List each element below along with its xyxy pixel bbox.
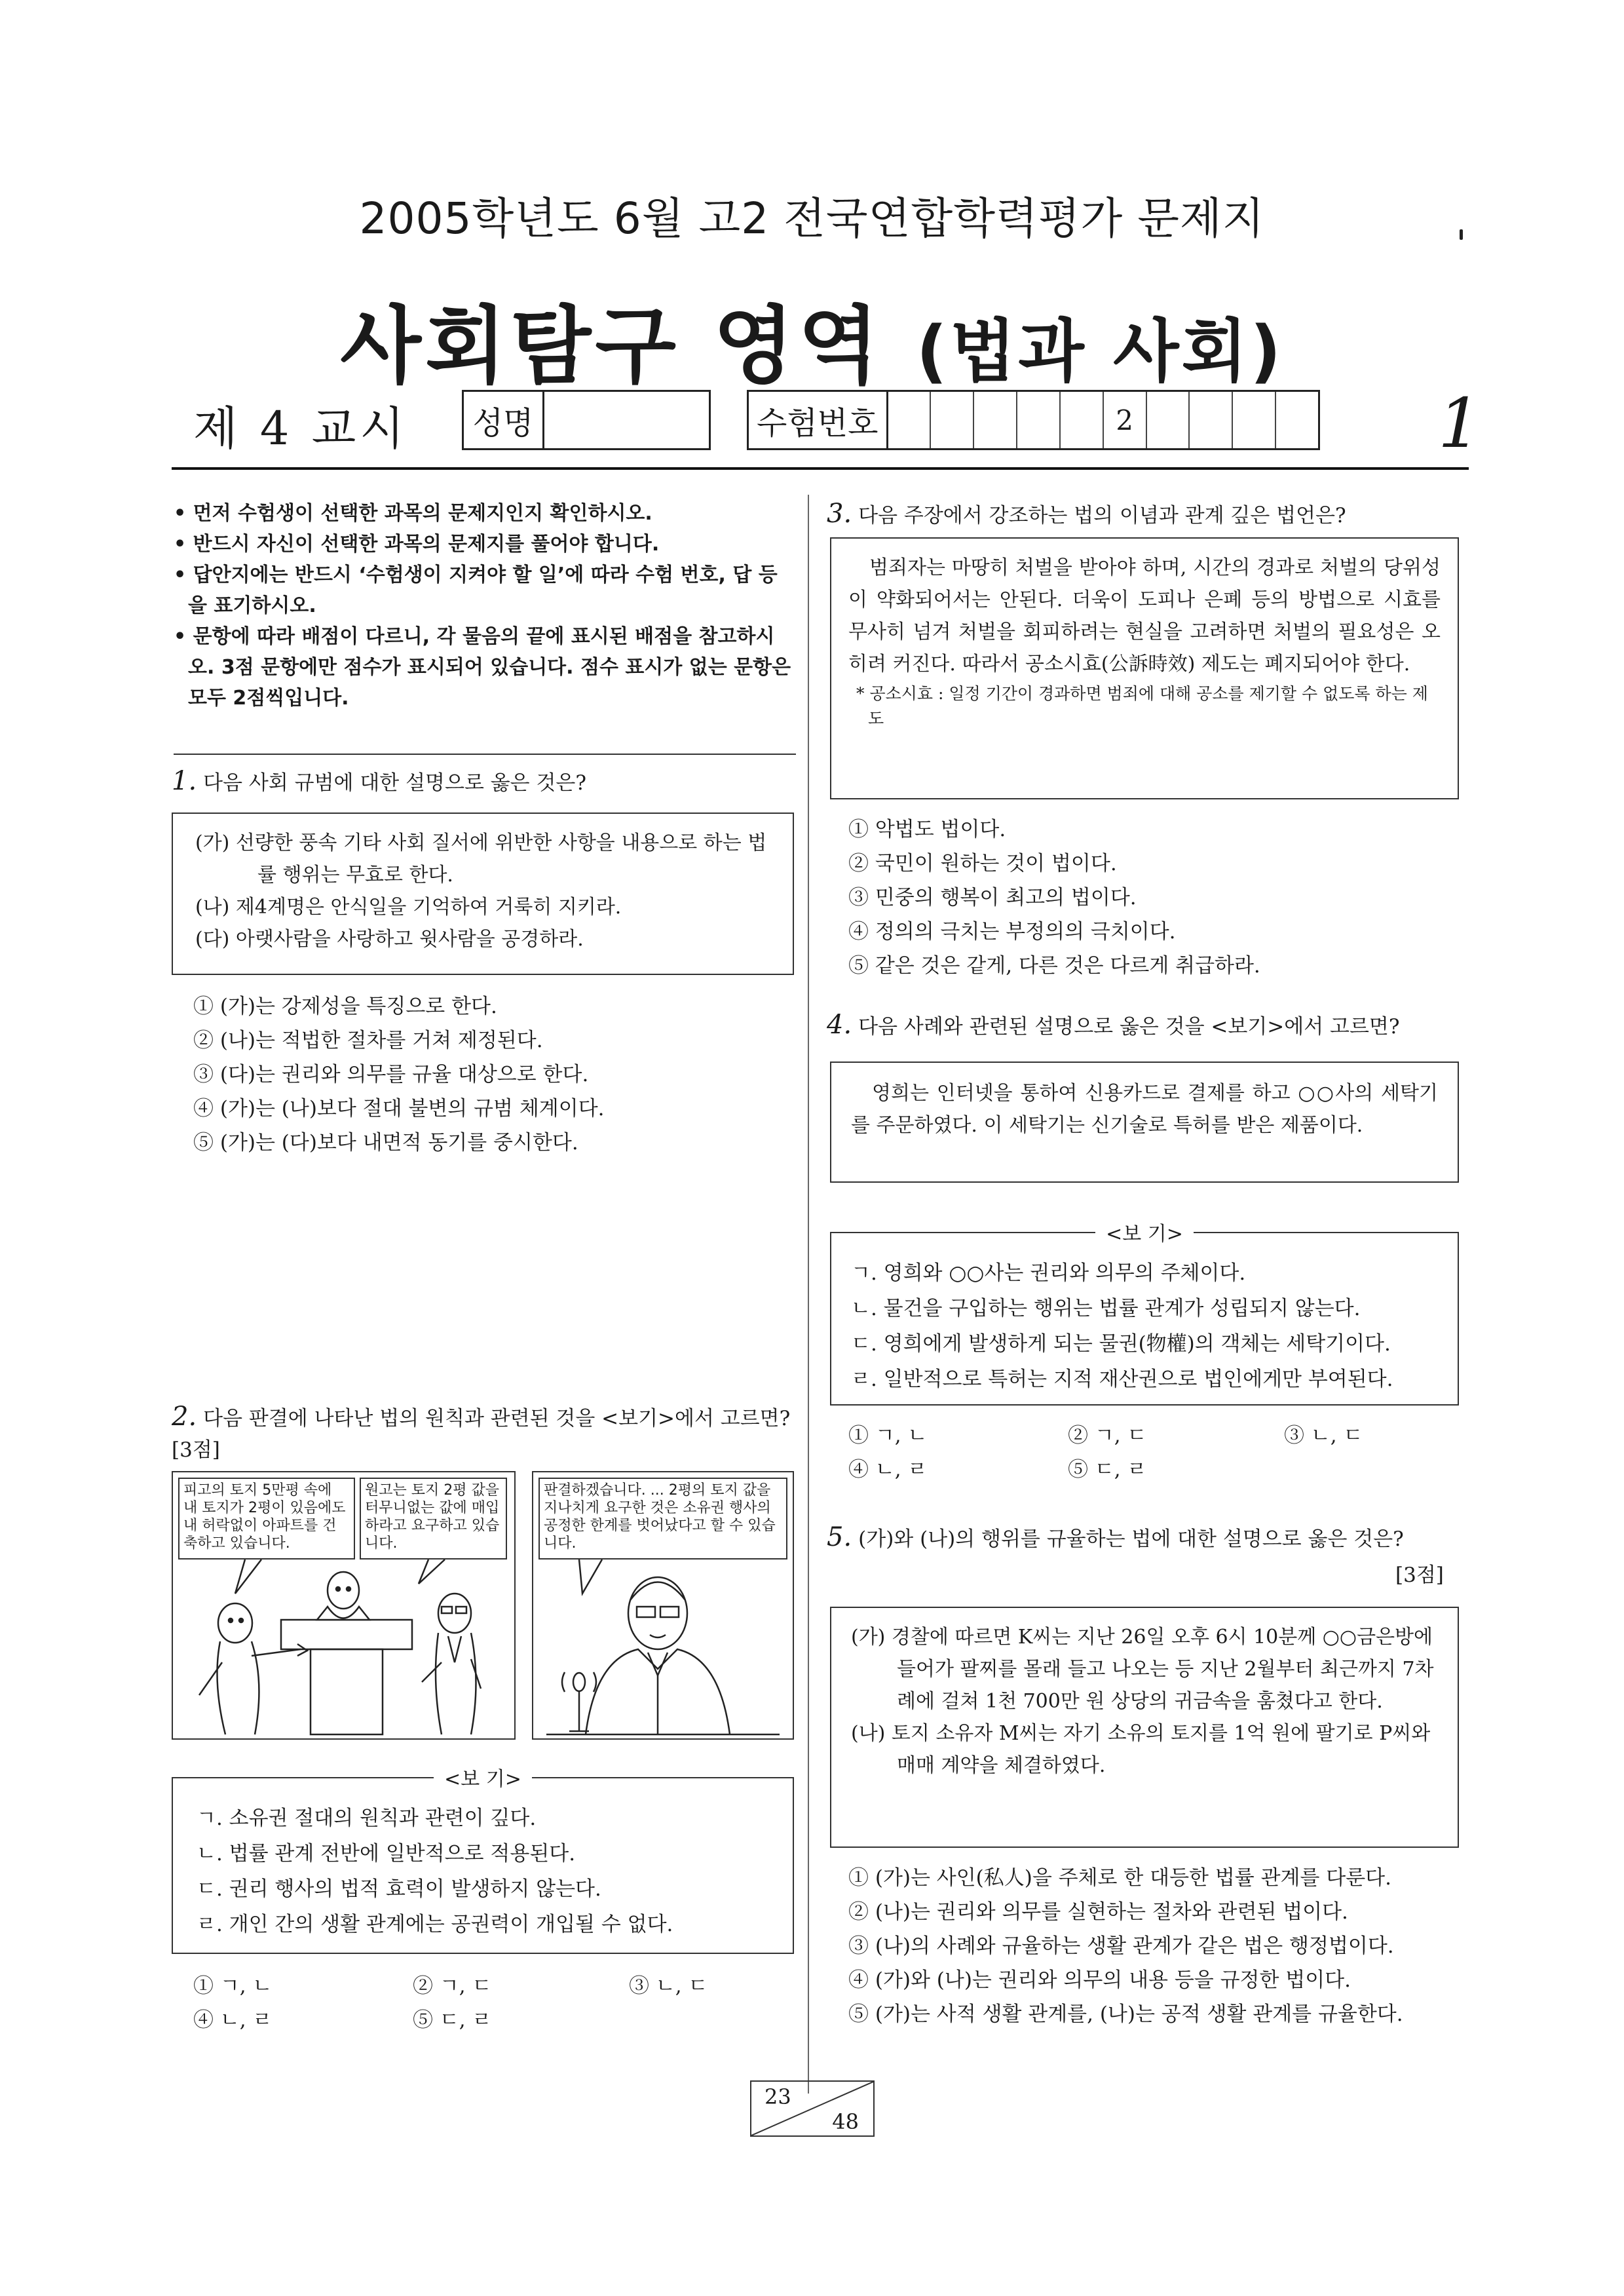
exam-title: 2005학년도 6월 고2 전국연합학력평가 문제지	[359, 193, 1265, 244]
q1-choice[interactable]: ⑤ (가)는 (다)보다 내면적 동기를 중시한다.	[193, 1131, 578, 1155]
q4-passage: 영희는 인터넷을 통하여 신용카드로 결제를 하고 ○○사의 세탁기를 주문하였다. 이 세탁기는 신기술로 특허를 받은 제품이다.	[851, 1082, 1438, 1137]
q4-bogi-item: ㄴ. 물건을 구입하는 행위는 법률 관계가 성립되지 않는다.	[851, 1297, 1361, 1320]
q5-choice[interactable]: ② (나)는 권리와 의무를 실현하는 절차와 관련된 법이다.	[848, 1900, 1348, 1924]
speech-bubble-plaintiff: 원고는 토지 2평 값을 터무니없는 값에 매입하라고 요구하고 있습니다.	[360, 1478, 507, 1559]
q2-choice[interactable]: ② ㄱ, ㄷ	[413, 1974, 492, 1998]
exam-number-cell[interactable]	[1190, 392, 1233, 448]
q5-passage-line: (가) 경찰에 따르면 K씨는 지난 26일 오후 6시 10분께 ○○금은방에 들어가 팔찌를 몰래 들고 나오는 등 지난 2월부터 최근까지 7차례에 걸쳐 1천 700만 원 상당의 귀금속을 훔쳤다고 한다.	[851, 1626, 1434, 1713]
q3-choice[interactable]: ③ 민중의 행복이 최고의 법이다.	[848, 886, 1137, 909]
q3-choice[interactable]: ⑤ 같은 것은 같게, 다른 것은 다르게 취급하라.	[848, 954, 1260, 978]
instructions	[174, 498, 796, 714]
q1-choice[interactable]: ② (나)는 적법한 절차를 거쳐 제정된다.	[193, 1029, 543, 1052]
q2-bogi-title: <보 기>	[434, 1768, 532, 1791]
page-number: 1	[1438, 383, 1482, 463]
exam-number-label: 수험번호	[749, 392, 888, 448]
exam-number-cell[interactable]	[931, 392, 974, 448]
exam-number-cell[interactable]	[1061, 392, 1104, 448]
name-label: 성명	[464, 392, 544, 448]
q2-bogi-box	[172, 1768, 794, 1954]
name-field[interactable]	[462, 390, 711, 450]
subject-sub: (법과 사회)	[916, 311, 1284, 391]
q3-choice[interactable]: ② 국민이 원하는 것이 법이다.	[848, 852, 1117, 875]
q3-stem	[827, 498, 1469, 531]
name-input-area[interactable]	[544, 392, 709, 448]
q4-bogi-title: <보 기>	[1095, 1223, 1194, 1246]
courtroom-illustration	[173, 1472, 514, 1738]
q3-choice[interactable]: ④ 정의의 극치는 부정의의 극치이다.	[848, 920, 1176, 944]
q2-number: 2.	[172, 1402, 197, 1432]
q3-number: 3.	[827, 499, 852, 529]
q2-choice[interactable]: ④ ㄴ, ㄹ	[193, 2008, 273, 2032]
speech-bubble-judge: 판결하겠습니다. ... 2평의 토지 값을 지나치게 요구한 것은 소유권 행사의 공정한 한계를 벗어났다고 할 수 있습니다.	[538, 1478, 787, 1559]
exam-number-cell[interactable]	[1147, 392, 1190, 448]
q2-bogi-item: ㄷ. 권리 행사의 법적 효력이 발생하지 않는다.	[197, 1877, 601, 1901]
header-divider	[172, 467, 1469, 470]
q1-passage-line: (다) 아랫사람을 사랑하고 윗사람을 공경하라.	[195, 928, 584, 951]
q5-passage-box	[830, 1607, 1459, 1848]
stray-mark	[1460, 229, 1463, 240]
q5-choice[interactable]: ③ (나)의 사례와 규율하는 생활 관계가 같은 법은 행정법이다.	[848, 1934, 1394, 1958]
q1-passage-box	[172, 813, 794, 975]
q5-choice[interactable]: ⑤ (가)는 사적 생활 관계를, (나)는 공적 생활 관계를 규율한다.	[848, 2002, 1403, 2026]
q4-bogi-item: ㄱ. 영희와 ○○사는 권리와 의무의 주체이다.	[851, 1261, 1246, 1285]
q5-stem	[827, 1521, 1469, 1555]
q4-passage-box	[830, 1062, 1459, 1183]
q3-note: * 공소시효 : 일정 기간이 경과하면 범죄에 대해 공소를 제기할 수 없도록 하는 제도	[856, 684, 1428, 728]
q1-choices	[193, 989, 796, 1160]
q3-passage-box	[830, 537, 1459, 799]
q2-choice[interactable]: ⑤ ㄷ, ㄹ	[413, 2008, 492, 2032]
q4-stem	[827, 1009, 1469, 1043]
q3-choice[interactable]: ① 악법도 법이다.	[848, 818, 1006, 841]
q4-choice[interactable]: ② ㄱ, ㄷ	[1068, 1424, 1147, 1447]
q5-stem-text: (가)와 (나)의 행위를 규율하는 법에 대한 설명으로 옳은 것은?	[858, 1527, 1404, 1551]
q1-number: 1.	[172, 766, 197, 796]
q1-choice[interactable]: ④ (가)는 (나)보다 절대 불변의 규범 체계이다.	[193, 1097, 605, 1120]
instruction-item: • 반드시 자신이 선택한 과목의 문제지를 풀어야 합니다.	[174, 533, 660, 556]
page-counter	[750, 2080, 875, 2137]
q4-choices	[848, 1419, 1451, 1487]
exam-number-cell[interactable]	[1017, 392, 1061, 448]
q2-bogi-item: ㄱ. 소유권 절대의 원칙과 관련이 깊다.	[197, 1807, 537, 1830]
q5-points: [3점]	[1395, 1563, 1444, 1587]
q4-choice[interactable]: ③ ㄴ, ㄷ	[1284, 1424, 1363, 1447]
q2-bogi-item: ㄹ. 개인 간의 생활 관계에는 공권력이 개입될 수 없다.	[197, 1913, 673, 1936]
exam-number-cell[interactable]	[974, 392, 1017, 448]
exam-number-field[interactable]	[747, 390, 1320, 450]
exam-number-cell[interactable]	[1276, 392, 1318, 448]
instruction-item: • 먼저 수험생이 선택한 과목의 문제지인지 확인하시오.	[174, 502, 652, 525]
q2-cartoon-judge	[532, 1471, 794, 1740]
q5-choice[interactable]: ① (가)는 사인(私人)을 주체로 한 대등한 법률 관계를 다룬다.	[848, 1866, 1391, 1890]
q1-stem	[172, 765, 794, 799]
q3-passage: 범죄자는 마땅히 처벌을 받아야 하며, 시간의 경과로 처벌의 당위성이 약화되어서는 안된다. 더욱이 도피나 은폐 등의 방법으로 시효를 무사히 넘겨 처벌을 회피하려는 현실을 고려하면 처벌의 필요성은 오히려 커진다. 따라서 공소시효(公訴時效) 제도는 폐지되어야 한다.	[848, 556, 1441, 676]
subject-main: 사회탐구 영역	[340, 297, 883, 395]
q2-choice[interactable]: ③ ㄴ, ㄷ	[629, 1974, 708, 1998]
q2-choice[interactable]: ① ㄱ, ㄴ	[193, 1974, 273, 1998]
q2-stem	[172, 1401, 801, 1466]
q5-passage-line: (나) 토지 소유자 M씨는 자기 소유의 토지를 1억 원에 팔기로 P씨와 매매 계약을 체결하였다.	[851, 1722, 1431, 1777]
q1-choice[interactable]: ③ (다)는 권리와 의무를 규율 대상으로 한다.	[193, 1063, 589, 1086]
period-label: 제 4 교시	[193, 402, 408, 455]
q2-bogi-item: ㄴ. 법률 관계 전반에 일반적으로 적용된다.	[197, 1842, 576, 1866]
q2-bogi-title-wrap	[173, 1761, 793, 1797]
speech-bubble-defendant: 피고의 토지 5만평 속에 내 토지가 2평이 있음에도 내 허락없이 아파트를 건축하고 있습니다.	[178, 1478, 355, 1559]
q5-choice[interactable]: ④ (가)와 (나)는 권리와 의무의 내용 등을 규정한 법이다.	[848, 1968, 1351, 1992]
page-current: 23	[765, 2084, 791, 2109]
q3-choices	[848, 813, 1451, 983]
q1-passage-line: (나) 제4계명은 안식일을 기억하여 거룩히 지키라.	[195, 896, 622, 919]
q4-choice[interactable]: ⑤ ㄷ, ㄹ	[1068, 1458, 1147, 1482]
exam-number-cell[interactable]	[888, 392, 932, 448]
q3-stem-text: 다음 주장에서 강조하는 법의 이념과 관계 깊은 법언은?	[858, 504, 1346, 527]
q2-stem-text: 다음 판결에 나타난 법의 원칙과 관련된 것을 <보기>에서 고르면? [3점]	[172, 1407, 791, 1462]
q2-cartoon-courtroom	[172, 1471, 516, 1740]
exam-number-cell[interactable]	[1233, 392, 1276, 448]
page-total: 48	[832, 2109, 859, 2134]
q4-bogi-title-wrap	[831, 1216, 1458, 1252]
q2-choices	[193, 1969, 796, 2037]
column-divider	[808, 495, 809, 2094]
q4-choice[interactable]: ④ ㄴ, ㄹ	[848, 1458, 928, 1482]
instruction-item: • 답안지에는 반드시 ‘수험생이 지켜야 할 일’에 따라 수험 번호, 답 등을 표기하시오.	[174, 564, 778, 617]
judge-illustration	[533, 1472, 793, 1738]
q5-number: 5.	[827, 1522, 852, 1552]
q4-bogi-item: ㄷ. 영희에게 발생하게 되는 물권(物權)의 객체는 세탁기이다.	[851, 1332, 1391, 1356]
subject-title	[0, 278, 1624, 399]
q4-stem-text: 다음 사례와 관련된 설명으로 옳은 것을 <보기>에서 고르면?	[858, 1015, 1400, 1039]
q4-choice[interactable]: ① ㄱ, ㄴ	[848, 1424, 928, 1447]
exam-number-cell[interactable]: 2	[1104, 392, 1147, 448]
q4-bogi-box	[830, 1223, 1459, 1406]
q4-bogi-item: ㄹ. 일반적으로 특허는 지적 재산권으로 법인에게만 부여된다.	[851, 1368, 1393, 1391]
q4-number: 4.	[827, 1010, 852, 1040]
instruction-item: • 문항에 따라 배점이 다르니, 각 물음의 끝에 표시된 배점을 참고하시오. 3점 문항에만 점수가 표시되어 있습니다. 점수 표시가 없는 문항은 모두 2점씩입니다.	[174, 625, 791, 710]
q1-stem-text: 다음 사회 규범에 대한 설명으로 옳은 것은?	[203, 771, 586, 795]
instructions-divider	[174, 754, 796, 755]
q1-choice[interactable]: ① (가)는 강제성을 특징으로 한다.	[193, 995, 497, 1018]
q1-passage-line: (가) 선량한 풍속 기타 사회 질서에 위반한 사항을 내용으로 하는 법률 행위는 무효로 한다.	[195, 832, 767, 887]
q5-choices	[848, 1861, 1464, 2031]
